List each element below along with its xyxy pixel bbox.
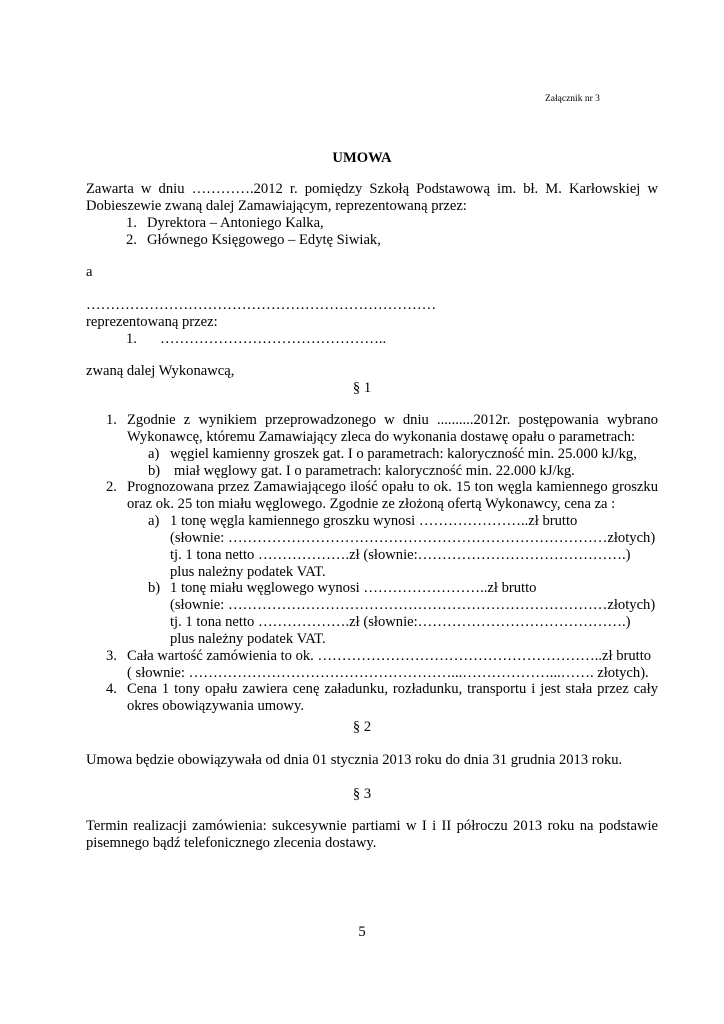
- contractor-rep-1-number: 1.: [126, 331, 137, 347]
- section-3-line-2: pisemnego bądź telefonicznego zlecenia dostawy.: [86, 835, 377, 851]
- section-3-heading: § 3: [352, 786, 372, 802]
- s1-item-3-number: 3.: [106, 648, 117, 664]
- section-2-text: Umowa będzie obowiązywała od dnia 01 stycznia 2013 roku do dnia 31 grudnia 2013 roku.: [86, 752, 623, 768]
- section-3-line-1: Termin realizacji zamówienia: sukcesywnie partiami w I i II półroczu 2013 roku na podstawie: [86, 818, 658, 834]
- s1-item-1-b-letter: b): [148, 463, 161, 479]
- contractor-called: zwaną dalej Wykonawcą,: [86, 363, 235, 379]
- s1-item-2-b-line-3: tj. 1 tona netto ……………….zł (słownie:…………………………………….): [170, 614, 631, 630]
- s1-item-2-a-line-2: (słownie: ……………………………………………………………………złotych): [170, 530, 656, 546]
- s1-item-1-b: miał węglowy gat. I o parametrach: kaloryczność min. 22.000 kJ/kg.: [174, 463, 575, 479]
- s1-item-1-number: 1.: [106, 412, 117, 428]
- s1-item-3-line-2: ( słownie: ………………………………………………...………………...……. złotych).: [127, 665, 649, 681]
- s1-item-2-line-1: Prognozowana przez Zamawiającego ilość opału to ok. 15 ton węgla kamiennego groszku: [127, 479, 658, 495]
- contractor-name-blank: ………………………………………………………………: [86, 297, 437, 313]
- s1-item-3-line-1: Cała wartość zamówienia to ok. …………………………………………………..zł brutto: [127, 648, 652, 664]
- s1-item-2-line-2: oraz ok. 25 ton miału węglowego. Zgodnie ze złożoną ofertą Wykonawcy, cena za :: [127, 496, 616, 512]
- intro-rep-2-number: 2.: [126, 232, 137, 248]
- s1-item-2-a-letter: a): [148, 513, 160, 529]
- document-title: UMOWA: [332, 150, 392, 166]
- intro-line-1: Zawarta w dniu ………….2012 r. pomiędzy Szkołą Podstawową im. bł. M. Karłowskiej w: [86, 181, 658, 197]
- s1-item-1-a-letter: a): [148, 446, 160, 462]
- s1-item-4-number: 4.: [106, 681, 117, 697]
- section-1-heading: § 1: [352, 380, 372, 396]
- s1-item-2-a-line-1: 1 tonę węgla kamiennego groszku wynosi …………………..zł brutto: [170, 513, 578, 529]
- s1-item-2-b-line-1: 1 tonę miału węglowego wynosi ……………………..zł brutto: [170, 580, 537, 596]
- s1-item-2-number: 2.: [106, 479, 117, 495]
- contractor-represented-label: reprezentowaną przez:: [86, 314, 218, 330]
- intro-rep-1: Dyrektora – Antoniego Kalka,: [147, 215, 324, 231]
- intro-rep-1-number: 1.: [126, 215, 137, 231]
- intro-rep-2: Głównego Księgowego – Edytę Siwiak,: [147, 232, 381, 248]
- s1-item-1-line-2: Wykonawcę, któremu Zamawiający zleca do wykonania dostawę opału o parametrach:: [127, 429, 636, 445]
- section-2-heading: § 2: [352, 719, 372, 735]
- s1-item-2-a-line-4: plus należny podatek VAT.: [170, 564, 326, 580]
- intro-line-2: Dobieszewie zwaną dalej Zamawiającym, reprezentowaną przez:: [86, 198, 467, 214]
- page-number: 5: [358, 924, 366, 940]
- s1-item-2-b-line-4: plus należny podatek VAT.: [170, 631, 326, 647]
- s1-item-1-line-1: Zgodnie z wynikiem przeprowadzonego w dniu ..........2012r. postępowania wybrano: [127, 412, 658, 428]
- s1-item-2-a-line-3: tj. 1 tona netto ……………….zł (słownie:…………………………………….): [170, 547, 631, 563]
- s1-item-2-b-letter: b): [148, 580, 161, 596]
- s1-item-1-a: węgiel kamienny groszek gat. I o parametrach: kaloryczność min. 25.000 kJ/kg,: [170, 446, 637, 462]
- s1-item-4-line-2: okres obowiązywania umowy.: [127, 698, 304, 714]
- conjunction-a: a: [86, 264, 93, 280]
- s1-item-2-b-line-2: (słownie: ……………………………………………………………………złotych): [170, 597, 656, 613]
- s1-item-4-line-1: Cena 1 tony opału zawiera cenę załadunku, rozładunku, transportu i jest stała przez cały: [127, 681, 658, 697]
- contractor-rep-1-blank: ………………………………………..: [160, 331, 387, 347]
- attachment-label: Załącznik nr 3: [545, 94, 600, 104]
